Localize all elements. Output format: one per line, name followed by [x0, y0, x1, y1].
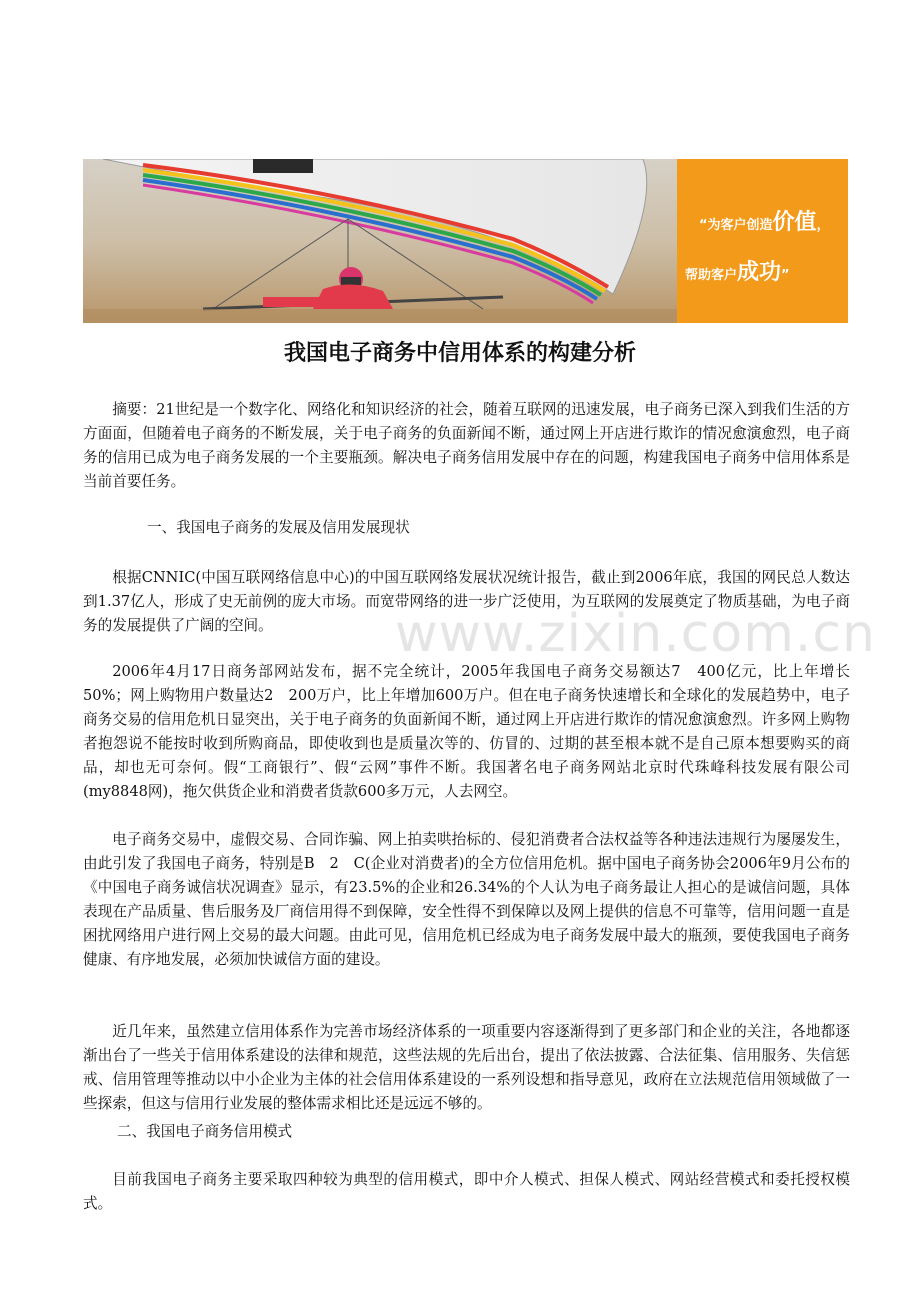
section-heading-1: 一、我国电子商务的发展及信用发展现状 — [147, 519, 410, 536]
slogan-text: ” — [781, 268, 790, 283]
document-title: 我国电子商务中信用体系的构建分析 — [283, 341, 636, 366]
slogan-line-2 — [685, 255, 790, 286]
body-paragraph: 目前我国电子商务主要采取四种较为典型的信用模式，即中介人模式、担保人模式、网站经营模式和委托授权模式。 — [83, 1171, 850, 1212]
watermark: www.zixin.com.cn — [395, 604, 876, 664]
slogan-emphasis: 成功 — [737, 260, 782, 285]
section-heading-2: 二、我国电子商务信用模式 — [117, 1123, 293, 1140]
slogan-line-1 — [699, 205, 830, 236]
header-banner — [83, 159, 848, 323]
body-paragraph: 根据CNNIC(中国互联网络信息中心)的中国互联网络发展状况统计报告，截止到2006年底，我国的网民总人数达到1.37亿人，形成了史无前例的庞大市场。而宽带网络的进一步广泛使用，为互联网的发展奠定了物质基础，为电子商务的发展提供了广阔的空间。 — [83, 569, 850, 634]
slogan-emphasis: 价值 — [772, 210, 817, 235]
slogan-text: 帮助客户 — [685, 268, 738, 283]
abstract-paragraph: 摘要：21世纪是一个数字化、网络化和知识经济的社会，随着互联网的迅速发展，电子商务已深入到我们生活的方方面面，但随着电子商务的不断发展，关于电子商务的负面新闻不断，通过网上开店进行欺诈的情况愈演愈烈，电子商务的信用已成为电子商务发展的一个主要瓶颈。解决电子商务信用发展中存在的问题，构建我国电子商务中信用体系是当前首要任务。 — [83, 401, 850, 490]
body-paragraph: 2006年4月17日商务部网站发布，据不完全统计，2005年我国电子商务交易额达7 400亿元，比上年增长50%；网上购物用户数量达2 200万户，比上年增加600万户。但在电子商务快速增长和全球化的发展趋势中，电子商务交易的信用危机日显突出，关于电子商务的负面新闻不断，通过网上开店进行欺诈的情况愈演愈烈。许多网上购物者抱怨说不能按时收到所购商品，即使收到也是质量次等的、仿冒的、过期的甚至根本就不是自己原本想要购买的商品，却也无可奈何。假“工商银行”、假“云网”事件不断。我国著名电子商务网站北京时代珠峰科技发展有限公司(my8848网)，拖欠供货企业和消费者货款600多万元，人去网空。 — [83, 663, 850, 800]
body-paragraph: 电子商务交易中，虚假交易、合同诈骗、网上拍卖哄抬标的、侵犯消费者合法权益等各种违法违规行为屡屡发生，由此引发了我国电子商务，特别是B 2 C(企业对消费者)的全方位信用危机。据中国电子商务协会2006年9月公布的《中国电子商务诚信状况调查》显示，有23.5%的企业和26.34%的个人认为电子商务最让人担心的是诚信问题，具体表现在产品质量、售后服务及厂商信用得不到保障，安全性得不到保障以及网上提供的信息不可靠等，信用问题一直是困扰网络用户进行网上交易的最大问题。由此可见，信用危机已经成为电子商务发展中最大的瓶颈，要使我国电子商务健康、有序地发展，必须加快诚信方面的建设。 — [83, 831, 850, 968]
slogan-text: ， — [816, 218, 830, 233]
slogan-text: “为客户创造 — [699, 218, 773, 233]
hang-glider-photo — [83, 159, 677, 323]
body-paragraph: 近几年来，虽然建立信用体系作为完善市场经济体系的一项重要内容逐渐得到了更多部门和企业的关注，各地都逐渐出台了一些关于信用体系建设的法律和规范，这些法规的先后出台，提出了依法披露、合法征集、信用服务、失信惩戒、信用管理等推动以中小企业为主体的社会信用体系建设的一系列设想和指导意见，政府在立法规范信用领域做了一些探索，但这与信用行业发展的整体需求相比还是远远不够的。 — [83, 1023, 850, 1112]
slogan-panel — [677, 159, 848, 323]
hang-glider-illustration — [83, 159, 677, 323]
